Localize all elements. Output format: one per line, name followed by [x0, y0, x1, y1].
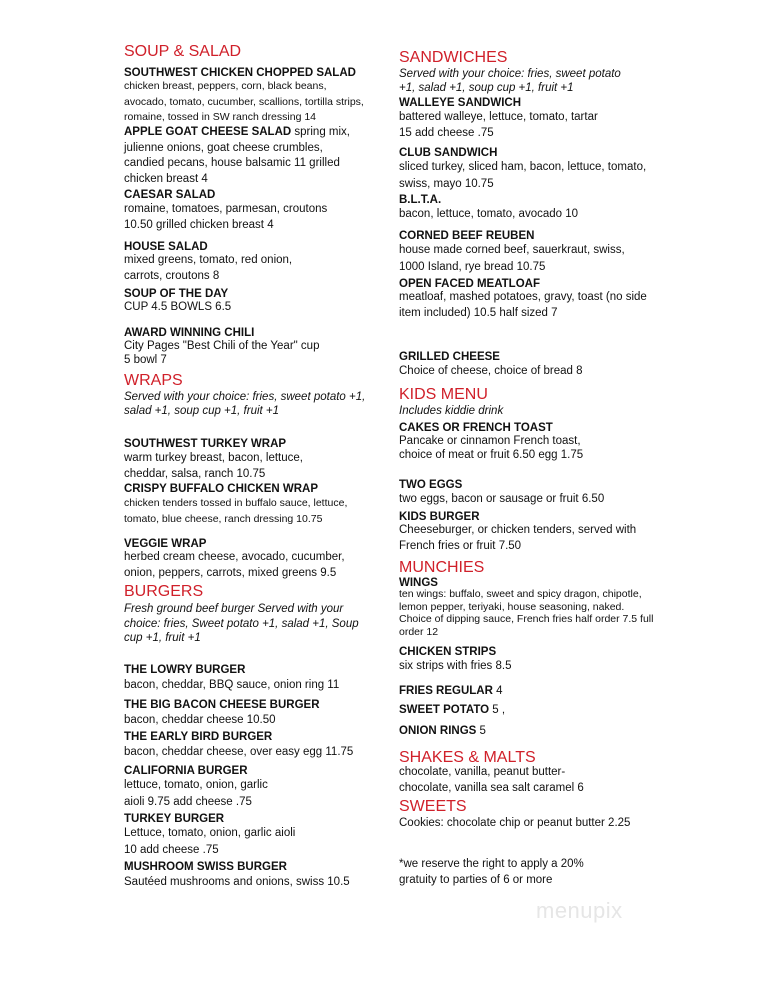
item-desc: 5 — [479, 725, 486, 737]
item-name: CHICKEN STRIPS — [399, 646, 497, 658]
item-name: WINGS — [399, 577, 438, 589]
menu-item — [399, 703, 505, 719]
item-name: GRILLED CHEESE — [399, 351, 500, 363]
section-title-sandwiches: SANDWICHES — [399, 49, 508, 66]
item-desc: City Pages "Best Chili of the Year" cup 5 bowl 7 — [124, 340, 320, 366]
item-name: B.L.T.A. — [399, 194, 442, 206]
item-name: CORNED BEEF REUBEN — [399, 230, 535, 242]
item-desc: chicken breast, peppers, corn, black beans, avocado, tomato, cucumber, scallions, tortilla strips, romaine, tossed in SW ranch dressing 14 — [124, 80, 364, 123]
item-name: OPEN FACED MEATLOAF — [399, 278, 540, 290]
item-desc: six strips with fries 8.5 — [399, 660, 512, 672]
section-title-sweets: SWEETS — [399, 798, 467, 815]
item-name: THE LOWRY BURGER — [124, 664, 246, 676]
item-desc: battered walleye, lettuce, tomato, tartar 15 add cheese .75 — [399, 111, 598, 139]
item-desc: mixed greens, tomato, red onion, carrots, croutons 8 — [124, 254, 293, 282]
section-title-munchies: MUNCHIES — [399, 559, 485, 576]
section-title-wraps: WRAPS — [124, 372, 183, 389]
item-desc: sliced turkey, sliced ham, bacon, lettuce, tomato, swiss, mayo 10.75 — [399, 161, 647, 190]
item-name: SOUTHWEST TURKEY WRAP — [124, 438, 287, 450]
item-desc: spring mix, julienne onions, goat cheese crumbles, candied pecans, house balsamic 11 grilled chicken breast 4 — [124, 126, 351, 185]
menu-item — [399, 724, 486, 740]
item-desc: chocolate, vanilla, peanut butter-chocolate, vanilla sea salt caramel 6 — [399, 766, 584, 794]
item-desc: lettuce, tomato, onion, garlic aioli 9.75 add cheese .75 — [124, 779, 268, 808]
item-name: VEGGIE WRAP — [124, 538, 207, 550]
menu-item — [399, 684, 503, 700]
item-desc: 5 , — [492, 704, 506, 716]
section-title-kids-menu: KIDS MENU — [399, 386, 488, 403]
menu-item — [124, 125, 362, 187]
item-name: CAKES OR FRENCH TOAST — [399, 422, 553, 434]
item-name: ONION RINGS — [399, 725, 477, 737]
item-desc: Choice of cheese, choice of bread 8 — [399, 365, 583, 377]
item-name: CLUB SANDWICH — [399, 147, 498, 159]
item-desc: Pancake or cinnamon French toast, choice of meat or fruit 6.50 egg 1.75 — [399, 435, 584, 461]
item-desc: CUP 4.5 BOWLS 6.5 — [124, 301, 232, 313]
item-desc: chicken tenders tossed in buffalo sauce, lettuce, tomato, blue cheese, ranch dressing 10.75 — [124, 497, 348, 525]
item-desc: 4 — [496, 685, 503, 697]
section-note: Served with your choice: fries, sweet potato +1, salad +1, soup cup +1, fruit +1 — [399, 68, 621, 94]
item-name: CRISPY BUFFALO CHICKEN WRAP — [124, 483, 319, 495]
item-name: MUSHROOM SWISS BURGER — [124, 861, 287, 873]
item-desc: romaine, tomatoes, parmesan, croutons 10.50 grilled chicken breast 4 — [124, 203, 328, 231]
section-note: Fresh ground beef burger Served with your choice: fries, Sweet potato +1, salad +1, Soup cup +1, fruit +1 — [124, 603, 359, 644]
item-name: APPLE GOAT CHEESE SALAD — [124, 126, 292, 138]
section-note: Served with your choice: fries, sweet potato +1, salad +1, soup cup +1, fruit +1 — [124, 391, 366, 417]
item-name: FRIES REGULAR — [399, 685, 493, 697]
section-note: Includes kiddie drink — [399, 405, 504, 417]
item-name: THE EARLY BIRD BURGER — [124, 731, 273, 743]
item-name: AWARD WINNING CHILI — [124, 327, 255, 339]
item-name: CAESAR SALAD — [124, 189, 216, 201]
section-title-burgers: BURGERS — [124, 583, 204, 600]
item-name: SOUP OF THE DAY — [124, 288, 229, 300]
item-name: CALIFORNIA BURGER — [124, 765, 248, 777]
item-desc: meatloaf, mashed potatoes, gravy, toast (no side item included) 10.5 half sized 7 — [399, 291, 647, 319]
section-title-shakes-malts: SHAKES & MALTS — [399, 749, 536, 766]
item-name: WALLEYE SANDWICH — [399, 97, 522, 109]
item-desc: bacon, lettuce, tomato, avocado 10 — [399, 208, 579, 220]
item-desc: Lettuce, tomato, onion, garlic aioli 10 add cheese .75 — [124, 827, 296, 856]
item-desc: herbed cream cheese, avocado, cucumber, onion, peppers, carrots, mixed greens 9.5 — [124, 551, 345, 579]
item-desc: bacon, cheddar, BBQ sauce, onion ring 11 — [124, 679, 340, 691]
item-desc: ten wings: buffalo, sweet and spicy dragon, chipotle, lemon pepper, teriyaki, house seasoning, naked. Choice of dipping sauce, French fries half order 7.5 full order 12 — [399, 588, 654, 638]
item-desc: bacon, cheddar cheese 10.50 — [124, 714, 276, 726]
item-name: TURKEY BURGER — [124, 813, 225, 825]
item-name: THE BIG BACON CHEESE BURGER — [124, 699, 320, 711]
item-desc: house made corned beef, sauerkraut, swiss, 1000 Island, rye bread 10.75 — [399, 244, 625, 273]
item-name: SOUTHWEST CHICKEN CHOPPED SALAD — [124, 67, 356, 79]
gratuity-note: *we reserve the right to apply a 20% gratuity to parties of 6 or more — [399, 858, 584, 886]
section-title-soup-salad: SOUP & SALAD — [124, 43, 242, 60]
item-name: KIDS BURGER — [399, 511, 480, 523]
item-name: SWEET POTATO — [399, 704, 490, 716]
item-name: TWO EGGS — [399, 479, 463, 491]
item-desc: Cookies: chocolate chip or peanut butter 2.25 — [399, 817, 631, 829]
item-desc: Cheeseburger, or chicken tenders, served with French fries or fruit 7.50 — [399, 524, 637, 552]
item-desc: warm turkey breast, bacon, lettuce, cheddar, salsa, ranch 10.75 — [124, 452, 303, 480]
item-desc: Sautéed mushrooms and onions, swiss 10.5 — [124, 876, 350, 888]
item-name: HOUSE SALAD — [124, 241, 208, 253]
item-desc: bacon, cheddar cheese, over easy egg 11.75 — [124, 746, 354, 758]
menupix-watermark: menupix — [536, 898, 623, 923]
item-desc: two eggs, bacon or sausage or fruit 6.50 — [399, 493, 605, 505]
